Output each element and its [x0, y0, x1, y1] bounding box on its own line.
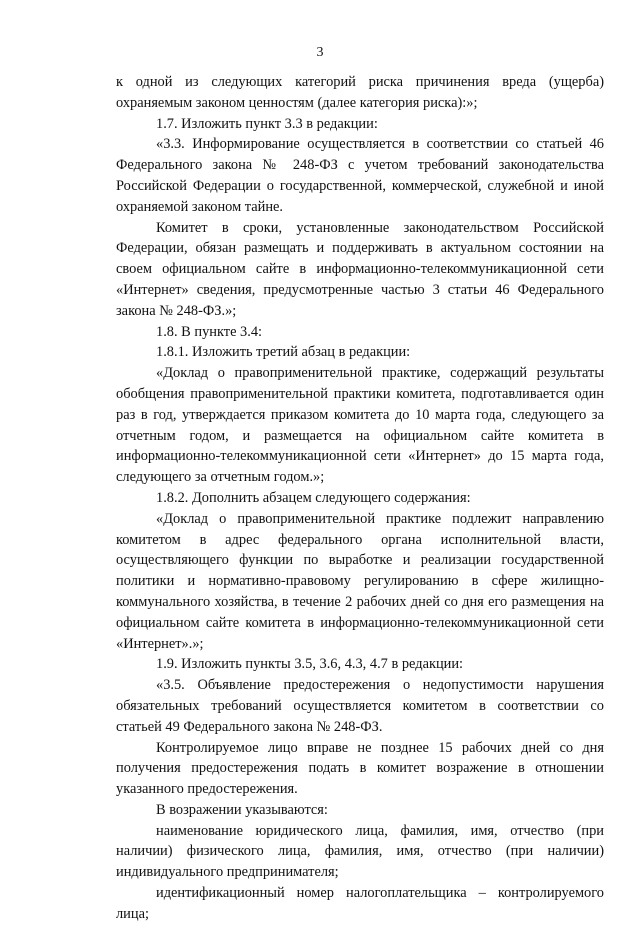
paragraph: 1.8.2. Дополнить абзацем следующего содержания: — [156, 489, 471, 506]
paragraph: идентификационный номер налогоплательщика – контролируемого лица; — [116, 885, 604, 922]
paragraph: «Доклад о правоприменительной практике, содержащий результаты обобщения правоприменительной практики комитета, подготавливается один раз в год, утверждается приказом комитета до 10 марта года, следующего за отчетным годом, и размещается на официальном сайте комитета в информационно-телекоммуникационной сети «Интернет» до 15 марта года, следующего за отчетным годом.»; — [116, 365, 604, 486]
paragraph: «3.3. Информирование осуществляется в соответствии со статьей 46 Федерального закона № 248-ФЗ с учетом требований законодательства Российской Федерации о государственной, коммерческой, служебной и иной охраняемой законом тайне. — [116, 136, 604, 215]
paragraph: к одной из следующих категорий риска причинения вреда (ущерба) охраняемым законом ценностям (далее категория риска):»; — [116, 74, 604, 111]
paragraph: Контролируемое лицо вправе не позднее 15 рабочих дней со дня получения предостережения подать в комитет возражение в отношении указанного предостережения. — [116, 739, 604, 798]
paragraph: «Доклад о правоприменительной практике подлежит направлению комитетом в адрес федерального органа исполнительной власти, осуществляющего функции по выработке и реализации государственной политики и нормативно-правовому регулированию в сфере жилищно-коммунального хозяйства, в течение 2 рабочих дней со дня его размещения на официальном сайте комитета в информационно-телекоммуникационной сети «Интернет».»; — [116, 510, 604, 652]
paragraph: Комитет в сроки, установленные законодательством Российской Федерации, обязан размещать и поддерживать в актуальном состоянии на своем официальном сайте в информационно-телекоммуникационной сети «Интернет» сведения, предусмотренные частью 3 статьи 46 Федерального закона № 248-ФЗ.»; — [116, 219, 604, 319]
paragraph: 1.7. Изложить пункт 3.3 в редакции: — [156, 115, 378, 132]
paragraph: наименование юридического лица, фамилия, имя, отчество (при наличии) физического лица, фамилия, имя, отчество (при наличии) индивидуального предпринимателя; — [116, 822, 604, 881]
document-body — [116, 72, 604, 925]
page-number: 3 — [316, 45, 324, 60]
paragraph: «3.5. Объявление предостережения о недопустимости нарушения обязательных требований осуществляется комитетом в соответствии со статьей 49 Федерального закона № 248-ФЗ. — [116, 677, 604, 735]
paragraph: 1.8. В пункте 3.4: — [156, 323, 263, 340]
paragraph: 1.8.1. Изложить третий абзац в редакции: — [156, 344, 411, 361]
paragraph: В возражении указываются: — [156, 801, 328, 818]
paragraph: 1.9. Изложить пункты 3.5, 3.6, 4.3, 4.7 в редакции: — [156, 656, 464, 673]
